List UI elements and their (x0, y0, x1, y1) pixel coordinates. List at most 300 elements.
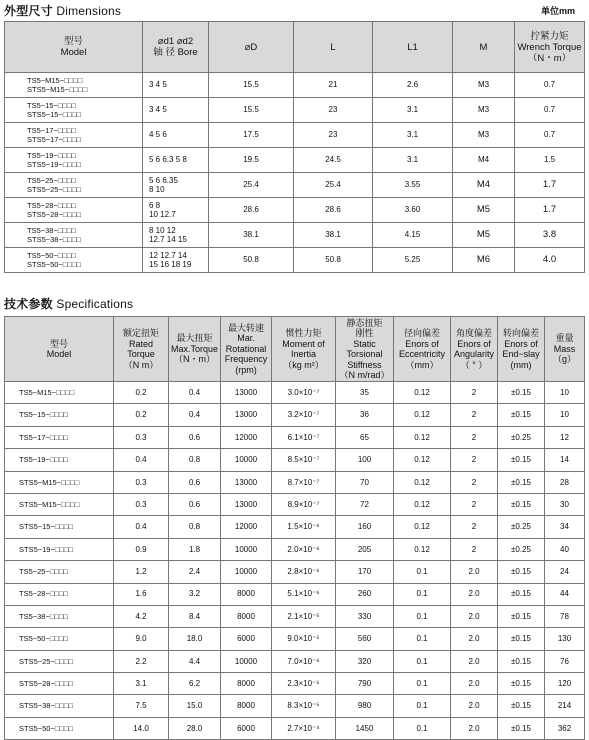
value-cell: 4.2 (114, 605, 169, 627)
value-cell: 0.12 (394, 471, 451, 493)
dimensions-table-body (5, 73, 585, 273)
dims-header-cell (143, 22, 209, 73)
wrench-torque-cell: 0.7 (515, 98, 585, 123)
value-cell: 120 (545, 673, 585, 695)
model-line: TS5−38−□□□□ (27, 225, 76, 235)
header-line: （N m） (123, 359, 159, 370)
specs-header-cell (336, 317, 394, 382)
wrench-torque-cell: 4.0 (515, 248, 585, 273)
thread-m-cell: M3 (453, 98, 515, 123)
thread-m-cell: M4 (453, 148, 515, 173)
dim-l-cell: 25.4 (294, 173, 373, 198)
value-cell: 100 (336, 449, 394, 471)
value-cell: 72 (336, 493, 394, 515)
table-row (5, 223, 585, 248)
thread-m-cell: M4 (453, 173, 515, 198)
bore-line: 12.7 14 15 (149, 235, 187, 244)
value-cell: 30 (545, 493, 585, 515)
value-cell: 2.0 (451, 561, 498, 583)
dim-d-cell: 15.5 (209, 73, 294, 98)
model-cell: STS5−15−□□□□ (5, 516, 114, 538)
header-line: 重量 (555, 333, 574, 344)
dim-l1-cell: 3.1 (373, 123, 453, 148)
table-row (5, 198, 585, 223)
value-cell: 2.1×10⁻⁵ (272, 605, 336, 627)
value-cell: ±0.15 (498, 695, 545, 717)
value-cell: 10000 (221, 449, 272, 471)
value-cell: 0.12 (394, 493, 451, 515)
model-line: TS5−M15−□□□□ (27, 75, 83, 85)
bore-line: 6 8 (149, 200, 161, 210)
value-cell: 2.0 (451, 628, 498, 650)
value-cell: 1.5×10⁻⁶ (272, 516, 336, 538)
value-cell: 0.1 (394, 583, 451, 605)
table-row (5, 426, 585, 448)
value-cell: 44 (545, 583, 585, 605)
wrench-torque-cell: 1.7 (515, 173, 585, 198)
value-cell: 8000 (221, 605, 272, 627)
value-cell: 3.2 (169, 583, 221, 605)
dim-l-cell: 28.6 (294, 198, 373, 223)
table-row (5, 717, 585, 739)
bore-line: 15 16 18 19 (149, 260, 192, 269)
dim-d-cell: 19.5 (209, 148, 294, 173)
value-cell: 0.12 (394, 426, 451, 448)
value-cell: 36 (336, 404, 394, 426)
value-cell: 2 (451, 538, 498, 560)
header-line: （N m/rad） (339, 370, 390, 380)
model-line: STS5−17−□□□□ (27, 135, 81, 144)
table-row (5, 628, 585, 650)
bore-line: 5 6 6.35 (149, 175, 178, 185)
value-cell: 0.3 (114, 471, 169, 493)
value-cell: 1450 (336, 717, 394, 739)
header-line: L1 (407, 41, 418, 53)
value-cell: 160 (336, 516, 394, 538)
model-cell: STS5−25−□□□□ (5, 650, 114, 672)
value-cell: 0.4 (169, 404, 221, 426)
value-cell: 34 (545, 516, 585, 538)
value-cell: 9.0×10⁻⁵ (272, 628, 336, 650)
value-cell: 362 (545, 717, 585, 739)
value-cell: ±0.15 (498, 583, 545, 605)
dimensions-title-cn: 外型尺寸 (4, 4, 53, 18)
value-cell: 0.1 (394, 628, 451, 650)
table-row (5, 695, 585, 717)
model-cell (5, 98, 143, 123)
value-cell: 4.4 (169, 650, 221, 672)
header-line: （g） (552, 354, 576, 365)
header-line: 惯性力矩 (285, 328, 322, 338)
bore-line: 3 4 5 (149, 105, 167, 115)
value-cell: ±0.25 (498, 516, 545, 538)
dim-d-cell: 38.1 (209, 223, 294, 248)
value-cell: ±0.15 (498, 471, 545, 493)
thread-m-cell: M3 (453, 73, 515, 98)
bore-line: 8 10 12 (149, 225, 176, 235)
value-cell: 0.4 (114, 449, 169, 471)
specs-header-cell (169, 317, 221, 382)
header-line: （ ° ） (460, 359, 488, 370)
header-line: （N・m） (174, 354, 215, 365)
dim-l1-cell: 3.1 (373, 148, 453, 173)
value-cell: 980 (336, 695, 394, 717)
value-cell: 8.3×10⁻⁵ (272, 695, 336, 717)
header-line: Inertia (290, 349, 316, 359)
value-cell: ±0.15 (498, 673, 545, 695)
value-cell: 3.1 (114, 673, 169, 695)
model-cell: TS5−50−□□□□ (5, 628, 114, 650)
bore-line: 3 4 5 (149, 80, 167, 90)
model-line: TS5−50−□□□□ (27, 250, 76, 260)
value-cell: 2.0 (451, 583, 498, 605)
value-cell: 0.12 (394, 449, 451, 471)
bore-cell (143, 248, 209, 273)
value-cell: 13000 (221, 471, 272, 493)
value-cell: 8.4 (169, 605, 221, 627)
value-cell: ±0.25 (498, 538, 545, 560)
value-cell: 2 (451, 471, 498, 493)
dimensions-header-row (5, 22, 585, 73)
value-cell: ±0.15 (498, 449, 545, 471)
value-cell: ±0.15 (498, 628, 545, 650)
header-line: (mm) (510, 359, 532, 370)
value-cell: 10000 (221, 538, 272, 560)
header-line: 额定扭矩 (122, 328, 159, 338)
value-cell: 6000 (221, 717, 272, 739)
table-row (5, 248, 585, 273)
value-cell: 0.3 (114, 493, 169, 515)
table-row (5, 98, 585, 123)
value-cell: 0.9 (114, 538, 169, 560)
value-cell: 28.0 (169, 717, 221, 739)
value-cell: 0.1 (394, 605, 451, 627)
dim-d-cell: 28.6 (209, 198, 294, 223)
header-line: Torque (127, 349, 155, 359)
value-cell: 14 (545, 449, 585, 471)
value-cell: 2.0 (451, 605, 498, 627)
dims-header-cell (453, 22, 515, 73)
header-line: Torsional (346, 349, 383, 359)
value-cell: 8000 (221, 695, 272, 717)
wrench-torque-cell: 0.7 (515, 123, 585, 148)
table-row (5, 123, 585, 148)
dims-header-cell (294, 22, 373, 73)
value-cell: 2.0 (451, 673, 498, 695)
header-line: 型号 (63, 36, 83, 47)
value-cell: 0.2 (114, 382, 169, 404)
model-line: TS5−28−□□□□ (27, 200, 76, 210)
value-cell: 2 (451, 516, 498, 538)
header-line: Eccentricity (398, 349, 445, 359)
value-cell: 7.5 (114, 695, 169, 717)
dim-l-cell: 38.1 (294, 223, 373, 248)
specs-header-cell (545, 317, 585, 382)
value-cell: 10000 (221, 650, 272, 672)
table-row (5, 538, 585, 560)
dim-d-cell: 17.5 (209, 123, 294, 148)
specs-header-cell (394, 317, 451, 382)
header-line: ⌀D (244, 41, 258, 53)
value-cell: 330 (336, 605, 394, 627)
specs-header-cell (221, 317, 272, 382)
bore-cell (143, 98, 209, 123)
value-cell: 2.2 (114, 650, 169, 672)
table-row (5, 493, 585, 515)
model-cell (5, 148, 143, 173)
model-line: STS5−28−□□□□ (27, 210, 81, 219)
wrench-torque-cell: 0.7 (515, 73, 585, 98)
value-cell: ±0.15 (498, 717, 545, 739)
value-cell: 12000 (221, 516, 272, 538)
model-cell: TS5−38−□□□□ (5, 605, 114, 627)
bore-cell (143, 123, 209, 148)
model-cell: STS5−50−□□□□ (5, 717, 114, 739)
header-line: （mm） (405, 359, 439, 370)
dim-l1-cell: 2.6 (373, 73, 453, 98)
header-line: 角度偏差 (455, 328, 492, 338)
value-cell: 8.7×10⁻⁷ (272, 471, 336, 493)
value-cell: 0.12 (394, 538, 451, 560)
value-cell: 2.0 (451, 650, 498, 672)
value-cell: 28 (545, 471, 585, 493)
bore-cell (143, 148, 209, 173)
value-cell: 0.1 (394, 717, 451, 739)
model-line: TS5−25−□□□□ (27, 175, 76, 185)
value-cell: 12 (545, 426, 585, 448)
header-line: 径向偏差 (403, 328, 440, 338)
wrench-torque-cell: 3.8 (515, 223, 585, 248)
table-row (5, 148, 585, 173)
value-cell: 8000 (221, 673, 272, 695)
header-line: Mar. (237, 333, 255, 344)
specs-header-cell (451, 317, 498, 382)
dims-header-cell (5, 22, 143, 73)
value-cell: 6.2 (169, 673, 221, 695)
dim-l-cell: 50.8 (294, 248, 373, 273)
table-row (5, 173, 585, 198)
value-cell: 2.0 (451, 717, 498, 739)
dim-l1-cell: 3.55 (373, 173, 453, 198)
value-cell: 3.0×10⁻⁷ (272, 382, 336, 404)
value-cell: 0.8 (169, 449, 221, 471)
value-cell: 6.1×10⁻⁷ (272, 426, 336, 448)
value-cell: 70 (336, 471, 394, 493)
value-cell: 35 (336, 382, 394, 404)
table-row (5, 650, 585, 672)
value-cell: 260 (336, 583, 394, 605)
specifications-header-row (5, 317, 585, 382)
dim-l1-cell: 3.1 (373, 98, 453, 123)
value-cell: 1.2 (114, 561, 169, 583)
dim-d-cell: 25.4 (209, 173, 294, 198)
model-cell (5, 198, 143, 223)
model-line: STS5−19−□□□□ (27, 160, 81, 169)
dim-l1-cell: 3.60 (373, 198, 453, 223)
bore-line: 12 12.7 14 (149, 250, 187, 260)
value-cell: 13000 (221, 404, 272, 426)
header-line: Enors of (504, 338, 538, 349)
bore-cell (143, 223, 209, 248)
model-line: STS5−38−□□□□ (27, 235, 81, 244)
header-line: M (479, 41, 488, 53)
value-cell: 40 (545, 538, 585, 560)
dims-header-cell (373, 22, 453, 73)
model-cell: STS5−19−□□□□ (5, 538, 114, 560)
bore-cell (143, 173, 209, 198)
value-cell: 2 (451, 382, 498, 404)
dimensions-table (4, 21, 585, 273)
specs-header-cell (114, 317, 169, 382)
header-line: Rated (128, 338, 154, 349)
dim-l1-cell: 5.25 (373, 248, 453, 273)
table-row (5, 73, 585, 98)
value-cell: 0.12 (394, 382, 451, 404)
value-cell: ±0.15 (498, 650, 545, 672)
model-cell: TS5−19−□□□□ (5, 449, 114, 471)
value-cell: 2.8×10⁻⁶ (272, 561, 336, 583)
model-line: TS5−17−□□□□ (27, 125, 76, 135)
dim-l-cell: 21 (294, 73, 373, 98)
value-cell: 9.0 (114, 628, 169, 650)
header-line: 最大转速 (227, 322, 264, 333)
model-cell: TS5−M15−□□□□ (5, 382, 114, 404)
value-cell: 8000 (221, 583, 272, 605)
header-line: Rotational (225, 343, 267, 354)
header-line: Wrench Torque (517, 41, 582, 53)
wrench-torque-cell: 1.7 (515, 198, 585, 223)
value-cell: 24 (545, 561, 585, 583)
dims-header-cell (209, 22, 294, 73)
table-row (5, 471, 585, 493)
bore-line: 5 6 6.3 5 8 (149, 155, 187, 165)
specifications-table (4, 316, 585, 740)
value-cell: ±0.15 (498, 382, 545, 404)
value-cell: 0.1 (394, 673, 451, 695)
value-cell: 10000 (221, 561, 272, 583)
value-cell: 10 (545, 382, 585, 404)
value-cell: 0.12 (394, 404, 451, 426)
value-cell: 76 (545, 650, 585, 672)
bore-cell (143, 198, 209, 223)
thread-m-cell: M6 (453, 248, 515, 273)
value-cell: ±0.25 (498, 426, 545, 448)
value-cell: 0.6 (169, 471, 221, 493)
specs-header-cell (272, 317, 336, 382)
value-cell: 0.1 (394, 650, 451, 672)
model-cell: TS5−28−□□□□ (5, 583, 114, 605)
model-cell: TS5−15−□□□□ (5, 404, 114, 426)
dim-l1-cell: 4.15 (373, 223, 453, 248)
dim-d-cell: 15.5 (209, 98, 294, 123)
value-cell: 3.2×10⁻⁷ (272, 404, 336, 426)
header-line: Max.Torque (170, 343, 219, 354)
header-line: Angularity (453, 349, 495, 359)
header-line: 型号 (49, 338, 68, 349)
table-row (5, 516, 585, 538)
table-row (5, 561, 585, 583)
value-cell: ±0.15 (498, 404, 545, 426)
value-cell: 2.4 (169, 561, 221, 583)
value-cell: 14.0 (114, 717, 169, 739)
table-row (5, 449, 585, 471)
value-cell: ±0.15 (498, 493, 545, 515)
table-row (5, 404, 585, 426)
bore-line: 4 5 6 (149, 130, 167, 140)
table-row (5, 583, 585, 605)
value-cell: 0.1 (394, 695, 451, 717)
value-cell: 2.7×10⁻⁴ (272, 717, 336, 739)
header-line: ⌀d1 ⌀d2 (157, 36, 194, 47)
value-cell: 2.3×10⁻⁵ (272, 673, 336, 695)
value-cell: 2 (451, 426, 498, 448)
dimensions-title-en: Dimensions (56, 4, 122, 18)
value-cell: 18.0 (169, 628, 221, 650)
value-cell: 560 (336, 628, 394, 650)
dim-d-cell: 50.8 (209, 248, 294, 273)
value-cell: 6000 (221, 628, 272, 650)
value-cell: 0.4 (114, 516, 169, 538)
thread-m-cell: M5 (453, 198, 515, 223)
value-cell: 170 (336, 561, 394, 583)
value-cell: 0.4 (169, 382, 221, 404)
specs-header-cell (5, 317, 114, 382)
model-line: STS5−25−□□□□ (27, 185, 81, 194)
header-line: Model (46, 349, 72, 359)
value-cell: 0.2 (114, 404, 169, 426)
value-cell: 2 (451, 449, 498, 471)
model-cell: STS5−38−□□□□ (5, 695, 114, 717)
header-line: Enors of (457, 338, 491, 349)
model-line: STS5−15−□□□□ (27, 110, 81, 119)
header-line: 转向偏差 (502, 328, 539, 338)
value-cell: 65 (336, 426, 394, 448)
header-line: 轴 径 Bore (153, 47, 198, 58)
header-line: Model (60, 47, 87, 58)
header-line: (rpm) (235, 364, 257, 375)
thread-m-cell: M3 (453, 123, 515, 148)
header-line: L (330, 41, 336, 53)
value-cell: 5.1×10⁻⁶ (272, 583, 336, 605)
dims-header-cell (515, 22, 585, 73)
model-cell: STS5−M15−□□□□ (5, 471, 114, 493)
header-line: 最大扭矩 (176, 333, 213, 344)
model-cell (5, 123, 143, 148)
value-cell: 2 (451, 493, 498, 515)
value-cell: 0.12 (394, 516, 451, 538)
model-line: TS5−15−□□□□ (27, 100, 76, 110)
specs-header-cell (498, 317, 545, 382)
dim-l-cell: 24.5 (294, 148, 373, 173)
header-line: 静态扭矩 (346, 317, 383, 328)
model-cell: STS5−28−□□□□ (5, 673, 114, 695)
specifications-title (4, 295, 133, 312)
unit-label: 单位mm (540, 6, 575, 16)
value-cell: 320 (336, 650, 394, 672)
value-cell: 0.6 (169, 493, 221, 515)
value-cell: 8.5×10⁻⁷ (272, 449, 336, 471)
model-cell: STS5−M15−□□□□ (5, 493, 114, 515)
table-row (5, 605, 585, 627)
value-cell: 12000 (221, 426, 272, 448)
specifications-table-body (5, 382, 585, 740)
model-cell (5, 248, 143, 273)
thread-m-cell: M5 (453, 223, 515, 248)
value-cell: 214 (545, 695, 585, 717)
value-cell: 13000 (221, 382, 272, 404)
value-cell: 13000 (221, 493, 272, 515)
model-cell (5, 223, 143, 248)
